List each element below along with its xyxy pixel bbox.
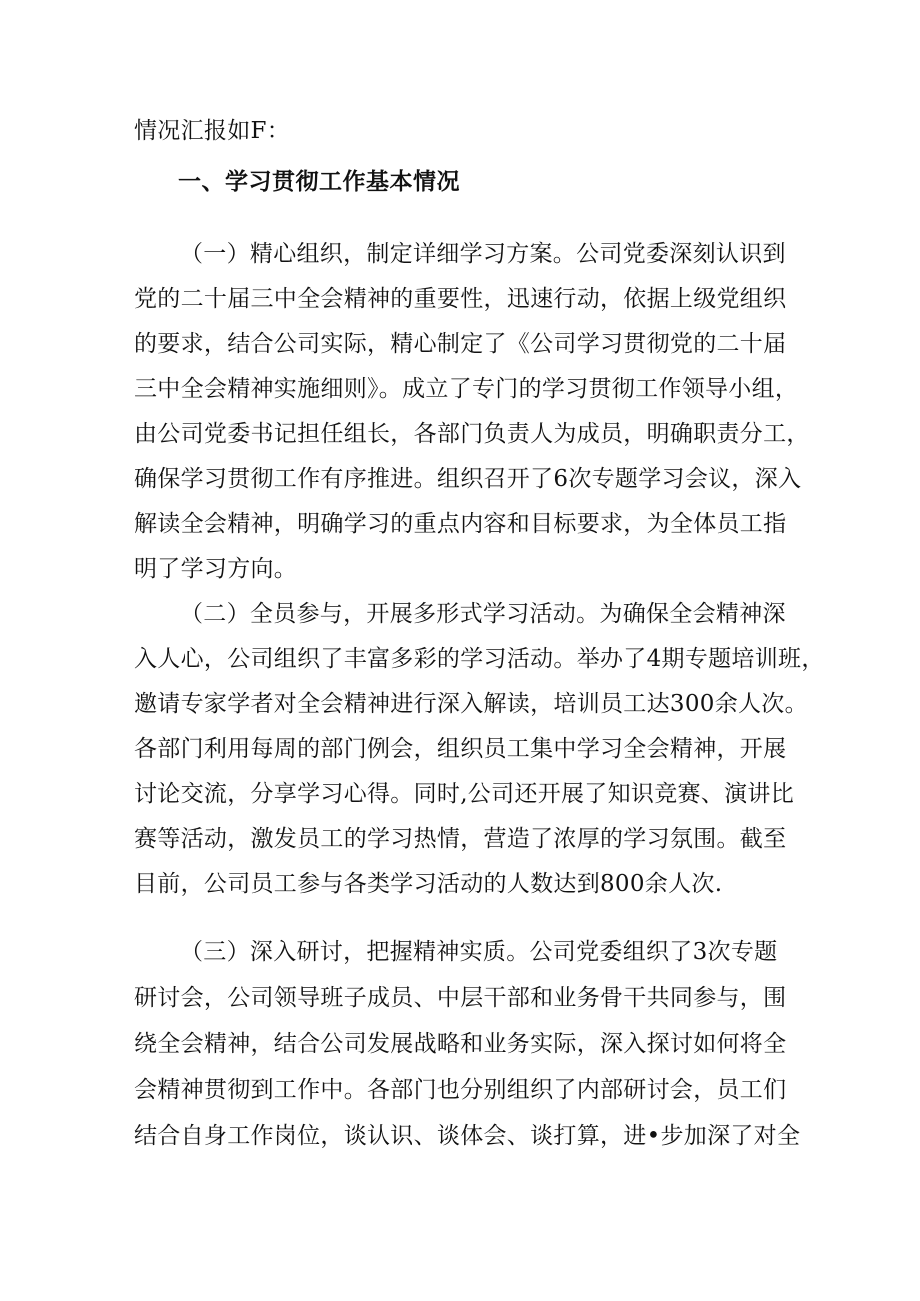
paragraph-2-line-6: 赛等活动，激发员工的学习热情，营造了浓厚的学习氛围。截至 xyxy=(134,826,787,852)
paragraph-2-line-2: 入人心，公司组织了丰富多彩的学习活动。举办了4期专题培训班， xyxy=(134,646,825,672)
paragraph-3-line-3: 绕全会精神，结合公司发展战略和业务实际，深入探讨如何将全 xyxy=(134,1031,787,1057)
paragraph-2-line-7: 目前，公司员工参与各类学习活动的人数达到800余人次. xyxy=(134,871,723,897)
paragraph-1-line-5: 由公司党委书记担任组长，各部门负责人为成员，明确职责分工， xyxy=(134,421,810,447)
paragraph-2-line-3: 邀请专家学者对全会精神进行深入解读，培训员工达300余人次。 xyxy=(134,691,808,717)
paragraph-2-line-4: 各部门利用每周的部门例会，组织员工集中学习全会精神，开展 xyxy=(134,736,787,762)
intro-line: 情况汇报如F： xyxy=(134,118,291,144)
paragraph-2-line-1: （二）全员参与，开展多形式学习活动。为确保全会精神深 xyxy=(180,601,786,627)
paragraph-1-line-1: （一）精心组织，制定详细学习方案。公司党委深刻认识到 xyxy=(180,241,786,267)
paragraph-3-line-1: （三）深入研讨，把握精神实质。公司党委组织了3次专题 xyxy=(180,939,778,965)
paragraph-1-line-6: 确保学习贯彻工作有序推进。组织召开了6次专题学习会议，深入 xyxy=(134,466,802,492)
paragraph-1-line-8: 明了学习方向。 xyxy=(134,556,298,582)
paragraph-3-line-5: 结合自身工作岗位，谈认识、谈体会、谈打算，进•步加深了对全 xyxy=(134,1123,801,1149)
paragraph-1-line-2: 党的二十届三中全会精神的重要性，迅速行动，依据上级党组织 xyxy=(134,286,787,312)
paragraph-3-line-4: 会精神贯彻到工作中。各部门也分别组织了内部研讨会，员工们 xyxy=(134,1077,787,1103)
paragraph-1-line-3: 的要求，结合公司实际，精心制定了《公司学习贯彻党的二十届 xyxy=(134,331,787,357)
paragraph-1-line-7: 解读全会精神，明确学习的重点内容和目标要求，为全体员工指 xyxy=(134,511,787,537)
paragraph-1-line-4: 三中全会精神实施细则》。成立了专门的学习贯彻工作领导小组， xyxy=(134,376,799,402)
paragraph-2-line-5: 讨论交流，分享学习心得。同时,公司还开展了知识竞赛、演讲比 xyxy=(134,781,795,807)
paragraph-3-line-2: 研讨会，公司领导班子成员、中层干部和业务骨干共同参与，围 xyxy=(134,985,787,1011)
section-heading: 一、学习贯彻工作基本情况 xyxy=(178,169,460,195)
